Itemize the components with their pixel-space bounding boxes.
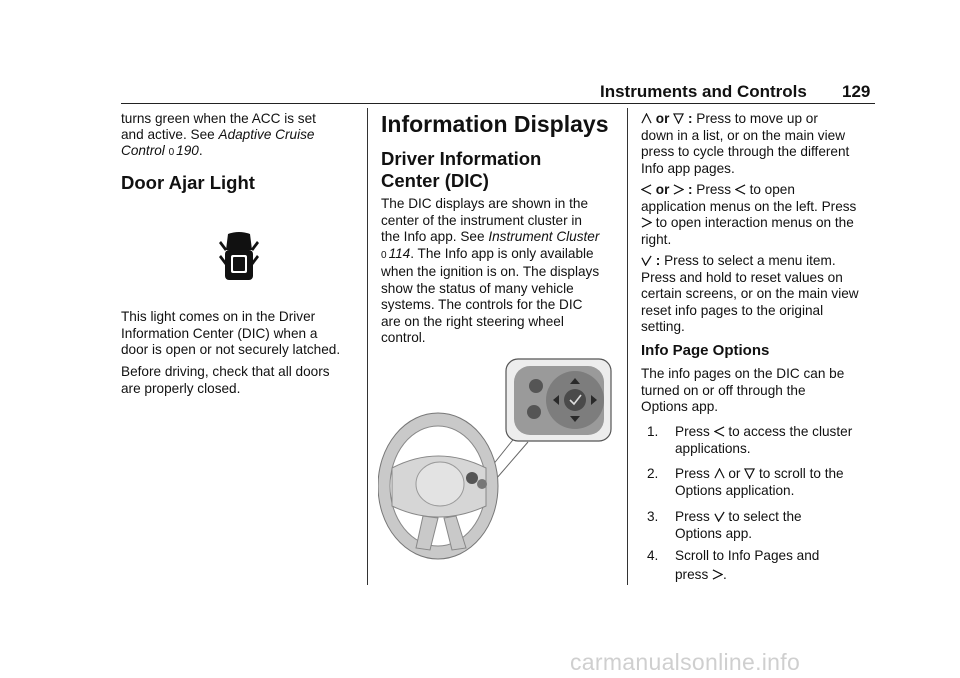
right-arrow-icon [673, 184, 684, 195]
down-arrow-icon [744, 468, 755, 479]
text-span: the Info app. See [381, 229, 489, 244]
text-line: Options app. [641, 399, 719, 414]
text-span: to open [749, 182, 795, 197]
text-line: press to cycle through the different [641, 144, 850, 159]
left-arrow-icon [714, 426, 725, 437]
heading-line: Driver Information [381, 148, 542, 169]
checkmark-icon [714, 511, 725, 522]
up-down-description [641, 111, 849, 177]
left-arrow-icon [641, 184, 652, 195]
step-number: 4. [647, 548, 659, 563]
column-divider-right [627, 108, 628, 585]
text-line: setting. [641, 319, 685, 334]
intro-text: and active. See [121, 127, 219, 142]
text-line: systems. The controls for the DIC [381, 297, 583, 312]
door-ajar-icon [219, 231, 259, 283]
check-description [641, 253, 859, 336]
text-span: Press to move up or [696, 111, 818, 126]
text-line: when the ignition is on. The displays [381, 264, 600, 279]
text-line: This light comes on in the Driver [121, 309, 316, 324]
info-page-options-paragraph [641, 366, 844, 416]
running-header-title: Instruments and Controls [600, 82, 807, 101]
column-divider-left [367, 108, 368, 585]
step-body [675, 548, 885, 583]
text-line [381, 229, 599, 246]
text-line: are properly closed. [121, 380, 241, 396]
text-span: Press to select a menu item. [664, 253, 836, 268]
information-displays-heading: Information Displays [381, 111, 609, 137]
voice-button-icon [527, 405, 541, 419]
up-arrow-icon [714, 468, 725, 479]
text-line: door is open or not securely latched. [121, 342, 341, 357]
text-line: Information Center (DIC) when a [121, 325, 318, 341]
text-line: are on the right steering wheel [381, 313, 564, 329]
text-line: down in a list, or on the main view [641, 127, 846, 143]
checkmark-icon [641, 255, 652, 266]
text-span: Press [696, 182, 731, 197]
colon: : [655, 253, 661, 268]
text-line: reset info pages to the original [641, 302, 824, 318]
col1-intro-line1: turns green when the ACC is set [121, 111, 316, 126]
colon: : [687, 182, 693, 197]
period: . [198, 143, 203, 158]
text-span: press [675, 566, 709, 582]
steering-wheel-illustration [378, 356, 614, 568]
text-line: Before driving, check that all doors [121, 364, 330, 379]
text-line: Options application. [675, 482, 795, 498]
page-ref-icon: 0 [168, 147, 175, 158]
or-text: or [728, 466, 741, 481]
text-line [675, 509, 885, 526]
text-line: applications. [675, 440, 751, 456]
col1-intro-line3 [121, 143, 203, 162]
text-span: to scroll to the [758, 466, 844, 481]
step-number: 2. [647, 466, 659, 481]
colon: : [687, 111, 693, 126]
text-span: to select the [728, 509, 802, 524]
text-line: show the status of many vehicle [381, 280, 574, 296]
or-text: or [655, 182, 670, 197]
text-line: right. [641, 231, 672, 247]
text-span: to open interaction menus on the [655, 215, 854, 230]
callout-line-bottom [496, 442, 528, 479]
step-number: 1. [647, 424, 659, 439]
text-span: Press [675, 466, 710, 481]
control-inset [506, 359, 611, 441]
text-line: center of the instrument cluster in [381, 212, 582, 228]
control-link[interactable]: Control [121, 143, 165, 158]
or-text: or [655, 111, 670, 126]
page-ref-number: 114 [388, 245, 411, 261]
page-number: 129 [842, 82, 871, 101]
down-arrow-icon [673, 113, 684, 124]
instrument-cluster-link[interactable]: Instrument Cluster [488, 229, 600, 244]
text-line [381, 246, 599, 265]
door-check-paragraph [121, 364, 330, 397]
text-span: . The Info app is only available [410, 245, 594, 261]
left-arrow-icon [735, 184, 746, 195]
door-ajar-heading: Door Ajar Light [121, 172, 255, 193]
text-line: Options app. [675, 525, 753, 541]
text-line [641, 253, 859, 270]
phone-button-icon [529, 379, 543, 393]
text-line [675, 424, 885, 441]
step-number: 3. [647, 509, 659, 524]
text-line: application menus on the left. Press [641, 198, 857, 214]
up-arrow-icon [641, 113, 652, 124]
right-arrow-icon [641, 217, 652, 228]
text-line: control. [381, 330, 426, 345]
text-span: Press [675, 509, 710, 524]
watermark: carmanualsonline.info [570, 649, 801, 675]
left-right-description [641, 182, 856, 248]
dic-paragraph [381, 196, 599, 347]
text-line: turned on or off through the [641, 382, 806, 398]
step-body [675, 466, 885, 499]
page-ref-icon: 0 [381, 249, 387, 261]
text-line [641, 111, 849, 128]
text-span: . [723, 566, 727, 582]
text-line: Press and hold to reset values on [641, 269, 843, 285]
text-line [641, 182, 856, 199]
dic-heading [381, 148, 541, 192]
text-line: Info app pages. [641, 160, 735, 176]
text-span: Press [675, 424, 710, 439]
text-line [675, 567, 885, 584]
text-span: to access the cluster [728, 424, 853, 439]
right-arrow-icon [712, 569, 723, 580]
page-ref-number: 190 [176, 143, 199, 158]
text-line [675, 466, 885, 483]
select-button-icon [564, 389, 586, 411]
text-line [641, 215, 856, 232]
info-page-options-heading: Info Page Options [641, 342, 770, 359]
col1-intro-line2 [121, 127, 314, 144]
text-line: Scroll to Info Pages and [675, 548, 820, 563]
steering-wheel [378, 413, 498, 559]
text-line: The info pages on the DIC can be [641, 366, 845, 381]
step-body [675, 509, 885, 542]
text-line: The DIC displays are shown in the [381, 196, 589, 211]
adaptive-cruise-link[interactable]: Adaptive Cruise [218, 127, 315, 142]
step-body [675, 424, 885, 457]
door-ajar-paragraph [121, 309, 340, 359]
heading-line: Center (DIC) [381, 170, 489, 191]
header-rule [121, 103, 875, 104]
text-line: certain screens, or on the main view [641, 286, 859, 301]
